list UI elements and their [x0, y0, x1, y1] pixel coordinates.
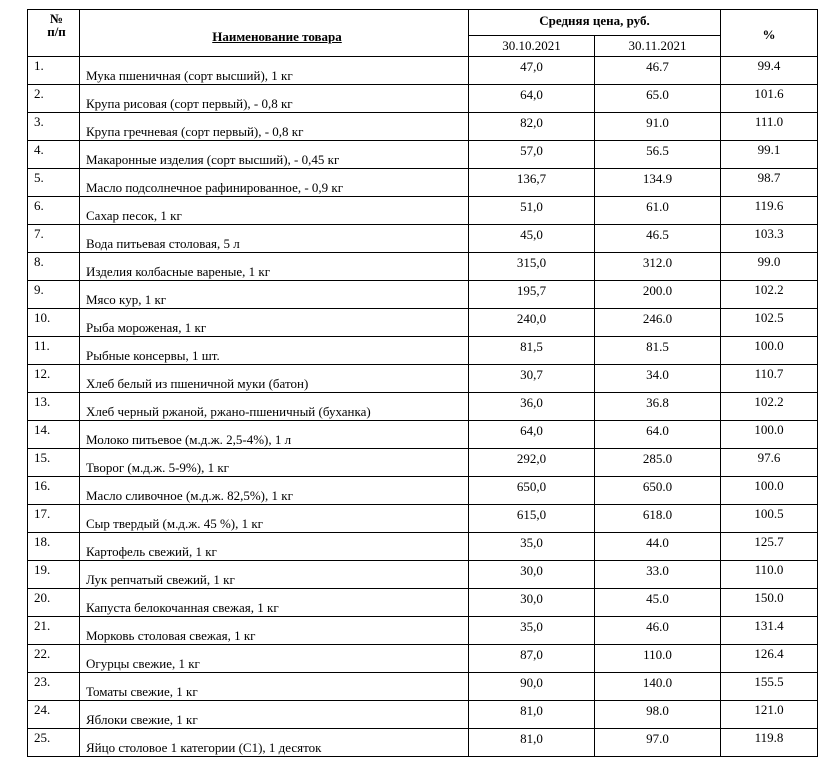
cell-percent: 119.8 [721, 729, 818, 757]
cell-product-name: Крупа гречневая (сорт первый), - 0,8 кг [80, 113, 469, 141]
cell-percent: 110.0 [721, 561, 818, 589]
cell-product-name: Хлеб черный ржаной, ржано-пшеничный (буханка) [80, 393, 469, 421]
table-row [28, 673, 818, 701]
cell-product-name: Мука пшеничная (сорт высший), 1 кг [80, 57, 469, 85]
cell-price-oct: 81,0 [469, 729, 595, 757]
table-row [28, 561, 818, 589]
cell-number: 21. [28, 617, 80, 645]
cell-price-oct: 615,0 [469, 505, 595, 533]
cell-product-name: Томаты свежие, 1 кг [80, 673, 469, 701]
cell-price-nov: 618.0 [595, 505, 721, 533]
cell-product-name: Огурцы свежие, 1 кг [80, 645, 469, 673]
cell-price-nov: 312.0 [595, 253, 721, 281]
cell-percent: 102.5 [721, 309, 818, 337]
table-row [28, 589, 818, 617]
table-row [28, 533, 818, 561]
cell-number: 2. [28, 85, 80, 113]
cell-number: 23. [28, 673, 80, 701]
cell-price-oct: 82,0 [469, 113, 595, 141]
cell-percent: 100.0 [721, 421, 818, 449]
cell-price-nov: 61.0 [595, 197, 721, 225]
cell-number: 19. [28, 561, 80, 589]
cell-price-oct: 90,0 [469, 673, 595, 701]
cell-price-nov: 46.0 [595, 617, 721, 645]
table-body [28, 57, 818, 757]
cell-number: 24. [28, 701, 80, 729]
cell-price-oct: 87,0 [469, 645, 595, 673]
table-row [28, 449, 818, 477]
cell-price-nov: 91.0 [595, 113, 721, 141]
cell-percent: 110.7 [721, 365, 818, 393]
cell-price-nov: 45.0 [595, 589, 721, 617]
cell-price-oct: 35,0 [469, 617, 595, 645]
table-row [28, 645, 818, 673]
cell-product-name: Творог (м.д.ж. 5-9%), 1 кг [80, 449, 469, 477]
cell-percent: 102.2 [721, 281, 818, 309]
table-row [28, 253, 818, 281]
cell-number: 22. [28, 645, 80, 673]
cell-number: 12. [28, 365, 80, 393]
cell-product-name: Рыба мороженая, 1 кг [80, 309, 469, 337]
price-table [27, 9, 818, 757]
cell-number: 5. [28, 169, 80, 197]
cell-price-oct: 650,0 [469, 477, 595, 505]
table-row [28, 701, 818, 729]
cell-price-nov: 46.5 [595, 225, 721, 253]
cell-price-nov: 64.0 [595, 421, 721, 449]
table-row [28, 197, 818, 225]
cell-price-nov: 285.0 [595, 449, 721, 477]
header-number-symbol: № [49, 11, 64, 26]
cell-number: 20. [28, 589, 80, 617]
table-row [28, 225, 818, 253]
cell-number: 6. [28, 197, 80, 225]
cell-price-nov: 56.5 [595, 141, 721, 169]
cell-price-oct: 30,0 [469, 561, 595, 589]
cell-percent: 100.0 [721, 477, 818, 505]
cell-number: 10. [28, 309, 80, 337]
cell-product-name: Молоко питьевое (м.д.ж. 2,5-4%), 1 л [80, 421, 469, 449]
cell-price-oct: 195,7 [469, 281, 595, 309]
cell-product-name: Масло подсолнечное рафинированное, - 0,9 кг [80, 169, 469, 197]
cell-number: 13. [28, 393, 80, 421]
cell-price-nov: 81.5 [595, 337, 721, 365]
table-row [28, 393, 818, 421]
cell-number: 17. [28, 505, 80, 533]
cell-number: 7. [28, 225, 80, 253]
cell-percent: 125.7 [721, 533, 818, 561]
cell-price-oct: 36,0 [469, 393, 595, 421]
header-average-price: Средняя цена, руб. [469, 10, 721, 36]
cell-product-name: Вода питьевая столовая, 5 л [80, 225, 469, 253]
header-date-2: 30.11.2021 [595, 36, 721, 57]
cell-percent: 97.6 [721, 449, 818, 477]
cell-price-oct: 64,0 [469, 421, 595, 449]
cell-product-name: Крупа рисовая (сорт первый), - 0,8 кг [80, 85, 469, 113]
cell-percent: 131.4 [721, 617, 818, 645]
cell-price-oct: 30,7 [469, 365, 595, 393]
cell-product-name: Лук репчатый свежий, 1 кг [80, 561, 469, 589]
header-number [28, 10, 80, 57]
cell-price-nov: 34.0 [595, 365, 721, 393]
cell-percent: 126.4 [721, 645, 818, 673]
header-percent: % [721, 10, 818, 57]
cell-product-name: Сыр твердый (м.д.ж. 45 %), 1 кг [80, 505, 469, 533]
table-row [28, 169, 818, 197]
cell-product-name: Изделия колбасные вареные, 1 кг [80, 253, 469, 281]
cell-price-oct: 57,0 [469, 141, 595, 169]
cell-percent: 99.0 [721, 253, 818, 281]
cell-percent: 99.1 [721, 141, 818, 169]
cell-percent: 98.7 [721, 169, 818, 197]
cell-product-name: Яйцо столовое 1 категории (С1), 1 десяток [80, 729, 469, 757]
cell-product-name: Картофель свежий, 1 кг [80, 533, 469, 561]
cell-price-nov: 36.8 [595, 393, 721, 421]
cell-percent: 150.0 [721, 589, 818, 617]
cell-percent: 155.5 [721, 673, 818, 701]
cell-price-nov: 46.7 [595, 57, 721, 85]
cell-percent: 100.5 [721, 505, 818, 533]
table-row [28, 309, 818, 337]
cell-percent: 121.0 [721, 701, 818, 729]
cell-price-oct: 292,0 [469, 449, 595, 477]
cell-price-oct: 51,0 [469, 197, 595, 225]
cell-product-name: Хлеб белый из пшеничной муки (батон) [80, 365, 469, 393]
cell-price-oct: 45,0 [469, 225, 595, 253]
cell-product-name: Капуста белокочанная свежая, 1 кг [80, 589, 469, 617]
header-number-abbr: п/п [47, 24, 66, 39]
cell-number: 15. [28, 449, 80, 477]
cell-number: 9. [28, 281, 80, 309]
table-row [28, 85, 818, 113]
cell-price-nov: 140.0 [595, 673, 721, 701]
cell-price-nov: 33.0 [595, 561, 721, 589]
cell-price-oct: 240,0 [469, 309, 595, 337]
cell-price-oct: 315,0 [469, 253, 595, 281]
cell-product-name: Сахар песок, 1 кг [80, 197, 469, 225]
cell-price-nov: 246.0 [595, 309, 721, 337]
table-row [28, 57, 818, 85]
cell-percent: 119.6 [721, 197, 818, 225]
cell-number: 14. [28, 421, 80, 449]
cell-price-oct: 64,0 [469, 85, 595, 113]
cell-price-oct: 81,5 [469, 337, 595, 365]
cell-number: 25. [28, 729, 80, 757]
table-row [28, 337, 818, 365]
cell-price-oct: 30,0 [469, 589, 595, 617]
header-date-1: 30.10.2021 [469, 36, 595, 57]
table-row [28, 141, 818, 169]
table-row [28, 113, 818, 141]
cell-price-nov: 65.0 [595, 85, 721, 113]
table-row [28, 365, 818, 393]
header-row-1 [28, 10, 818, 36]
cell-number: 8. [28, 253, 80, 281]
table-row [28, 617, 818, 645]
cell-percent: 100.0 [721, 337, 818, 365]
table-header [28, 10, 818, 57]
cell-number: 1. [28, 57, 80, 85]
cell-product-name: Рыбные консервы, 1 шт. [80, 337, 469, 365]
cell-number: 4. [28, 141, 80, 169]
cell-price-oct: 47,0 [469, 57, 595, 85]
table-row [28, 281, 818, 309]
cell-price-nov: 200.0 [595, 281, 721, 309]
table-row [28, 477, 818, 505]
table-row [28, 421, 818, 449]
cell-product-name: Макаронные изделия (сорт высший), - 0,45 кг [80, 141, 469, 169]
cell-percent: 103.3 [721, 225, 818, 253]
cell-product-name: Мясо кур, 1 кг [80, 281, 469, 309]
table-row [28, 505, 818, 533]
cell-percent: 102.2 [721, 393, 818, 421]
cell-price-nov: 98.0 [595, 701, 721, 729]
cell-price-oct: 136,7 [469, 169, 595, 197]
cell-number: 11. [28, 337, 80, 365]
cell-price-nov: 44.0 [595, 533, 721, 561]
cell-price-nov: 650.0 [595, 477, 721, 505]
cell-number: 18. [28, 533, 80, 561]
cell-number: 16. [28, 477, 80, 505]
price-table-container [27, 9, 818, 757]
cell-price-oct: 81,0 [469, 701, 595, 729]
cell-price-oct: 35,0 [469, 533, 595, 561]
cell-price-nov: 97.0 [595, 729, 721, 757]
cell-number: 3. [28, 113, 80, 141]
cell-product-name: Масло сливочное (м.д.ж. 82,5%), 1 кг [80, 477, 469, 505]
cell-percent: 111.0 [721, 113, 818, 141]
cell-price-nov: 134.9 [595, 169, 721, 197]
header-product-name: Наименование товара [80, 10, 469, 57]
cell-percent: 101.6 [721, 85, 818, 113]
cell-price-nov: 110.0 [595, 645, 721, 673]
cell-product-name: Яблоки свежие, 1 кг [80, 701, 469, 729]
cell-percent: 99.4 [721, 57, 818, 85]
cell-product-name: Морковь столовая свежая, 1 кг [80, 617, 469, 645]
table-row [28, 729, 818, 757]
